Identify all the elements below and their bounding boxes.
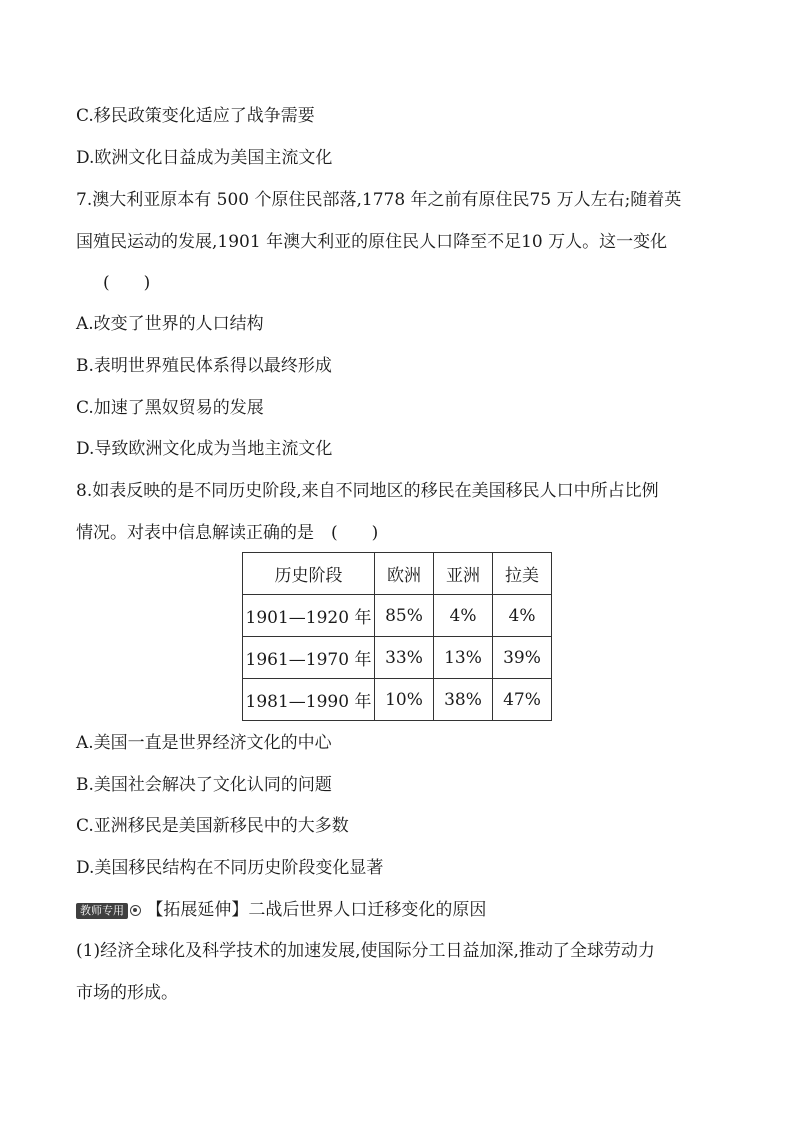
q7-option-b: B.表明世界殖民体系得以最终形成	[76, 356, 332, 376]
extension-item1-line2: 市场的形成。	[76, 983, 178, 1003]
table-row	[243, 637, 552, 679]
table-header-cell: 拉美	[493, 553, 552, 595]
q7-option-c: C.加速了黑奴贸易的发展	[76, 398, 264, 418]
immigration-table	[242, 552, 552, 721]
q6-option-c: C.移民政策变化适应了战争需要	[76, 106, 315, 126]
q7-answer-blank: ( )	[103, 273, 151, 293]
q8-stem-line2: 情况。对表中信息解读正确的是 ( )	[76, 523, 379, 543]
q7-option-a: A.改变了世界的人口结构	[76, 314, 264, 334]
table-cell-period: 1981—1990 年	[243, 679, 375, 721]
q7-stem-line1: 7.澳大利亚原本有 500 个原住民部落,1778 年之前有原住民75 万人左右;随着英	[76, 190, 682, 210]
table-cell-period: 1961—1970 年	[243, 637, 375, 679]
teacher-only-badge: 教师专用	[76, 903, 128, 919]
table-cell-period: 1901—1920 年	[243, 595, 375, 637]
q8-option-b: B.美国社会解决了文化认同的问题	[76, 775, 332, 795]
table-cell: 13%	[434, 637, 493, 679]
table-cell: 10%	[375, 679, 434, 721]
q8-stem-line1: 8.如表反映的是不同历史阶段,来自不同地区的移民在美国移民人口中所占比例	[76, 481, 659, 501]
table-cell: 4%	[434, 595, 493, 637]
table-header-cell: 历史阶段	[243, 553, 375, 595]
q7-option-d: D.导致欧洲文化成为当地主流文化	[76, 439, 333, 459]
table-cell: 39%	[493, 637, 552, 679]
q7-stem-line2: 国殖民运动的发展,1901 年澳大利亚的原住民人口降至不足10 万人。这一变化	[76, 232, 668, 252]
extension-heading-row	[76, 899, 486, 921]
q8-option-a: A.美国一直是世界经济文化的中心	[76, 733, 332, 753]
table-row	[243, 679, 552, 721]
q6-option-d: D.欧洲文化日益成为美国主流文化	[76, 148, 333, 168]
table-cell: 4%	[493, 595, 552, 637]
table-cell: 38%	[434, 679, 493, 721]
q8-option-c: C.亚洲移民是美国新移民中的大多数	[76, 816, 349, 836]
table-cell: 85%	[375, 595, 434, 637]
table-row	[243, 595, 552, 637]
table-header-cell: 欧洲	[375, 553, 434, 595]
table-cell: 33%	[375, 637, 434, 679]
extension-heading: 【拓展延伸】二战后世界人口迁移变化的原因	[146, 900, 487, 920]
table-header-cell: 亚洲	[434, 553, 493, 595]
target-icon	[130, 905, 141, 916]
q8-option-d: D.美国移民结构在不同历史阶段变化显著	[76, 858, 384, 878]
table-header-row	[243, 553, 552, 595]
extension-item1-line1: (1)经济全球化及科学技术的加速发展,使国际分工日益加深,推动了全球劳动力	[76, 941, 655, 961]
table-cell: 47%	[493, 679, 552, 721]
